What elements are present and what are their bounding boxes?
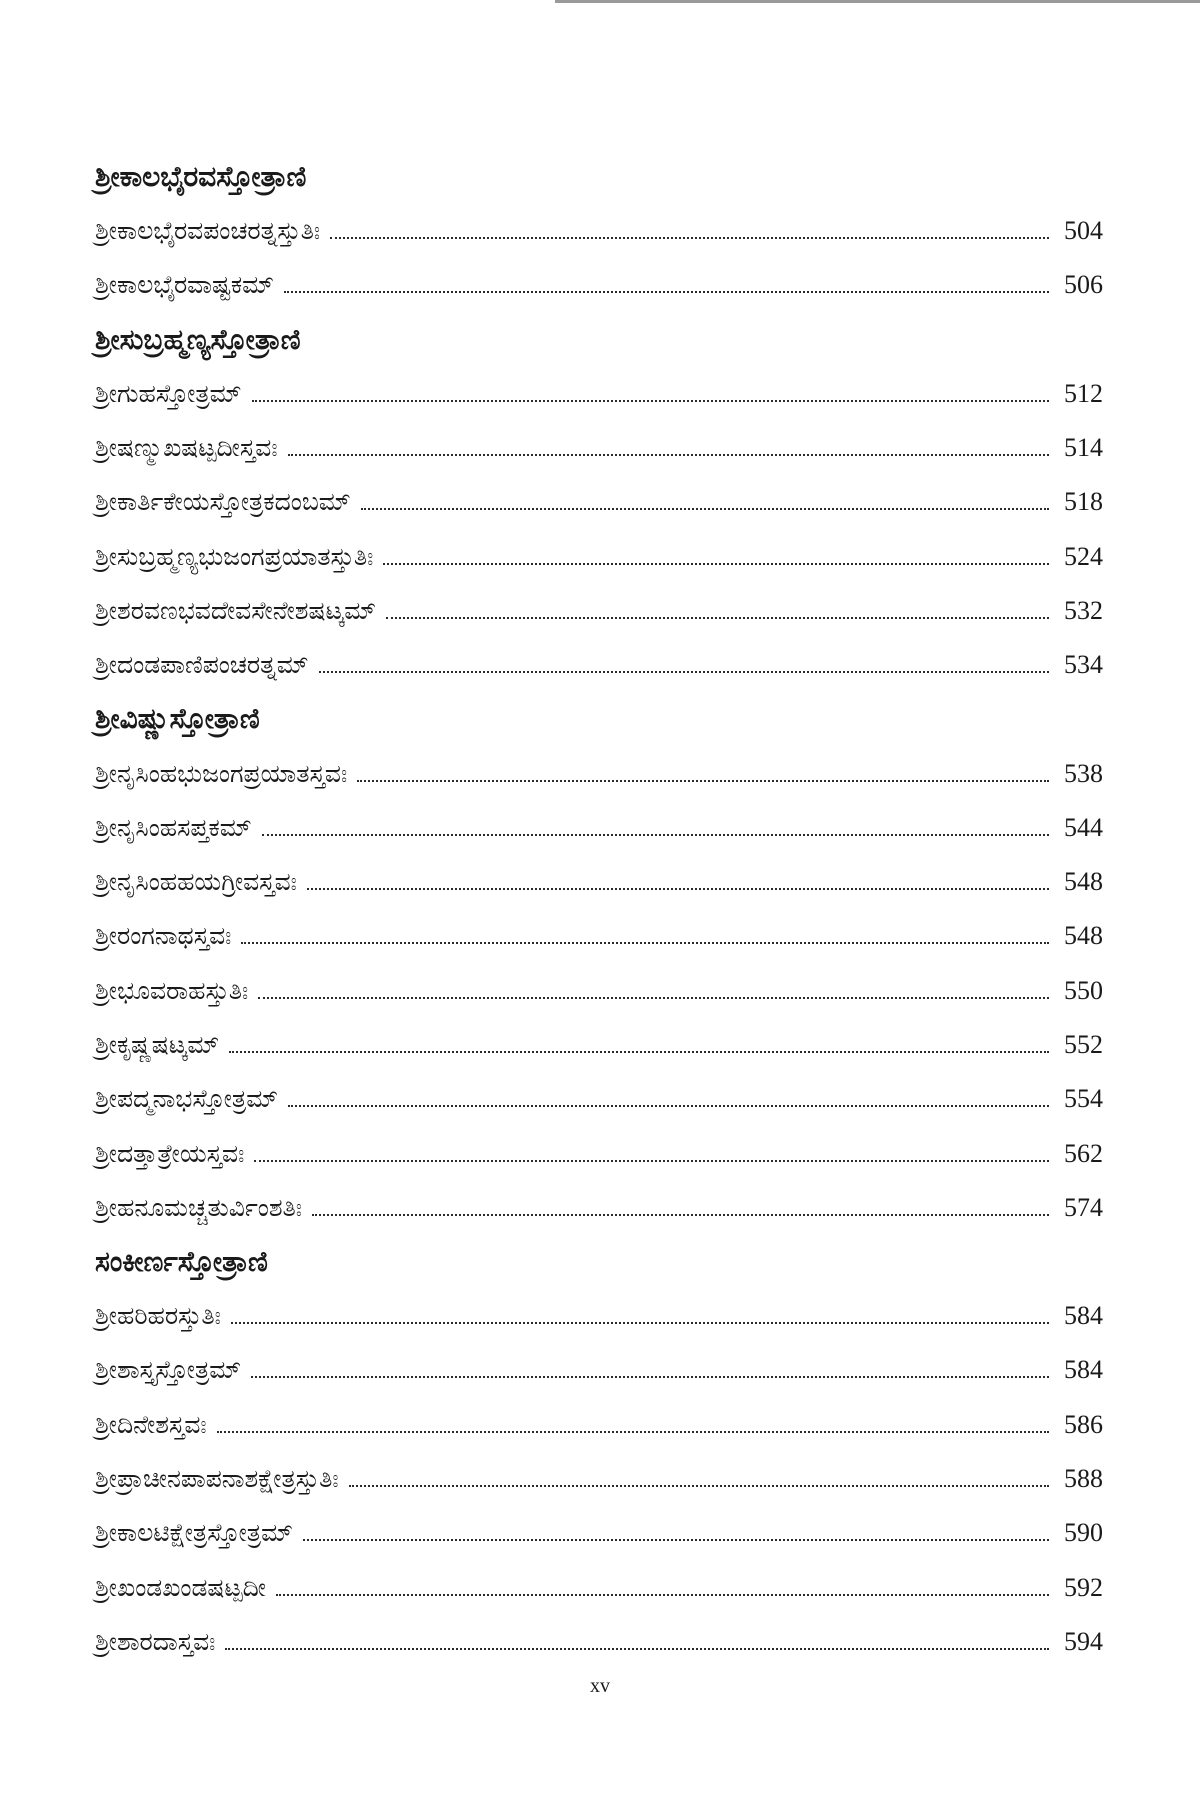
entry-title: ಶ್ರೀನೃಸಿಂಹಭುಜಂಗಪ್ರಯಾತಸ್ತವಃ <box>95 758 348 788</box>
dot-leader <box>231 1322 1049 1324</box>
dot-leader <box>241 942 1049 944</box>
section-heading: ಶ್ರೀಕಾಲಭೈರವಸ್ತೋತ್ರಾಣಿ <box>95 160 307 193</box>
page-number: 588 <box>1064 1464 1103 1494</box>
entry-title: ಶ್ರೀಭೂವರಾಹಸ್ತುತಿಃ <box>95 975 249 1005</box>
entry-title: ಶ್ರೀಖಂಡಖಂಡಷಟ್ಪದೀ <box>95 1572 267 1602</box>
entry-title: ಶ್ರೀದತ್ತಾತ್ರೇಯಸ್ತವಃ <box>95 1138 245 1168</box>
page-number: 514 <box>1064 433 1103 463</box>
dot-leader <box>284 291 1049 293</box>
toc-entry[interactable] <box>95 638 1103 692</box>
dot-leader <box>258 997 1049 999</box>
toc-entry[interactable] <box>95 258 1103 312</box>
page-number: 592 <box>1064 1572 1103 1602</box>
entry-title: ಶ್ರೀಷಣ್ಮುಖಷಟ್ಪದೀಸ್ತವಃ <box>95 433 278 463</box>
page-number: 562 <box>1064 1138 1103 1168</box>
page-number: 532 <box>1064 595 1103 625</box>
toc-entry[interactable] <box>95 1289 1103 1343</box>
toc-entry[interactable] <box>95 746 1103 800</box>
dot-leader <box>276 1594 1049 1596</box>
page-number: 594 <box>1064 1626 1103 1656</box>
toc-entry[interactable] <box>95 1398 1103 1452</box>
page-number: 550 <box>1064 975 1103 1005</box>
page-number: 534 <box>1064 650 1103 680</box>
entry-title: ಶ್ರೀಪ್ರಾಚೀನಪಾಪನಾಶಕ್ಷೇತ್ರಸ್ತುತಿಃ <box>95 1464 339 1494</box>
dot-leader <box>349 1485 1049 1487</box>
entry-title: ಶ್ರೀರಂಗನಾಥಸ್ತವಃ <box>95 921 232 951</box>
dot-leader <box>386 617 1049 619</box>
toc-entry[interactable] <box>95 1181 1103 1235</box>
section-heading: ಸಂಕೀರ್ಣಸ್ತೋತ್ರಾಣಿ <box>95 1245 268 1279</box>
toc-entry[interactable] <box>95 584 1103 638</box>
toc-entry[interactable] <box>95 1343 1103 1397</box>
entry-title: ಶ್ರೀಶಾರದಾಸ್ತವಃ <box>95 1626 216 1656</box>
entry-title: ಶ್ರೀಕಾಲಭೈರವಾಷ್ಟಕಮ್ <box>95 270 274 300</box>
toc-entry[interactable] <box>95 367 1103 421</box>
entry-title: ಶ್ರೀಸುಬ್ರಹ್ಮಣ್ಯಭುಜಂಗಪ್ರಯಾತಸ್ತುತಿಃ <box>95 541 374 571</box>
toc-entry[interactable] <box>95 855 1103 909</box>
toc-entry[interactable] <box>95 1561 1103 1615</box>
table-of-contents <box>95 150 1103 1669</box>
page-number: 590 <box>1064 1518 1103 1548</box>
toc-entry[interactable] <box>95 1452 1103 1506</box>
dot-leader <box>229 1051 1049 1053</box>
toc-entry[interactable] <box>95 964 1103 1018</box>
page-number: 552 <box>1064 1030 1103 1059</box>
entry-title: ಶ್ರೀಶಾಸ್ತೃಸ್ತೋತ್ರಮ್ <box>95 1355 242 1385</box>
entry-title: ಶ್ರೀನೃಸಿಂಹಹಯಗ್ರೀವಸ್ತವಃ <box>95 867 297 897</box>
page-folio: xv <box>590 1675 610 1697</box>
entry-title: ಶ್ರೀಗುಹಸ್ತೋತ್ರಮ್ <box>95 378 242 408</box>
page-number: 524 <box>1064 541 1103 571</box>
dot-leader <box>303 1539 1049 1541</box>
page-number: 584 <box>1064 1301 1103 1331</box>
entry-title: ಶ್ರೀಪದ್ಮನಾಭಸ್ತೋತ್ರಮ್ <box>95 1084 279 1114</box>
toc-entry[interactable] <box>95 475 1103 529</box>
entry-title: ಶ್ರೀಕೃಷ್ಣಷಟ್ಕಮ್ <box>95 1030 220 1059</box>
toc-entry[interactable] <box>95 801 1103 855</box>
dot-leader <box>217 1431 1049 1433</box>
section-heading: ಶ್ರೀಸುಬ್ರಹ್ಮಣ್ಯಸ್ತೋತ್ರಾಣಿ <box>95 322 301 356</box>
page-number: 518 <box>1064 487 1103 517</box>
dot-leader <box>262 834 1049 836</box>
entry-title: ಶ್ರೀಕಾರ್ತಿಕೇಯಸ್ತೋತ್ರಕದಂಬಮ್ <box>95 487 351 517</box>
dot-leader <box>288 1105 1049 1107</box>
entry-title: ಶ್ರೀನೃಸಿಂಹಸಪ್ತಕಮ್ <box>95 812 252 842</box>
section-heading: ಶ್ರೀವಿಷ್ಣುಸ್ತೋತ್ರಾಣಿ <box>95 702 260 736</box>
page-number: 548 <box>1064 921 1103 951</box>
toc-entry[interactable] <box>95 1506 1103 1560</box>
dot-leader <box>361 508 1049 510</box>
page-number: 574 <box>1064 1192 1103 1222</box>
toc-entry[interactable] <box>95 204 1103 258</box>
dot-leader <box>254 1160 1049 1162</box>
toc-entry[interactable] <box>95 1126 1103 1180</box>
dot-leader <box>312 1214 1049 1216</box>
page-number: 586 <box>1064 1409 1103 1439</box>
toc-entry[interactable] <box>95 909 1103 963</box>
page-number: 548 <box>1064 867 1103 897</box>
toc-entry[interactable] <box>95 421 1103 475</box>
dot-leader <box>251 1376 1049 1378</box>
entry-title: ಶ್ರೀದಂಡಪಾಣಿಪಂಚರತ್ನಮ್ <box>95 650 309 680</box>
dot-leader <box>319 671 1049 673</box>
entry-title: ಶ್ರೀಕಾಲಟಿಕ್ಷೇತ್ರಸ್ತೋತ್ರಮ್ <box>95 1518 293 1548</box>
page-number: 512 <box>1064 378 1103 408</box>
dot-leader <box>288 454 1049 456</box>
toc-entry[interactable] <box>95 529 1103 583</box>
dot-leader <box>252 400 1049 402</box>
top-edge-rule <box>555 0 1200 3</box>
toc-entry[interactable] <box>95 1072 1103 1126</box>
page-number: 538 <box>1064 758 1103 788</box>
dot-leader <box>357 780 1049 782</box>
dot-leader <box>307 888 1049 890</box>
dot-leader <box>330 237 1049 239</box>
entry-title: ಶ್ರೀದಿನೇಶಸ್ತವಃ <box>95 1409 207 1439</box>
entry-title: ಶ್ರೀಕಾಲಭೈರವಪಂಚರತ್ನಸ್ತುತಿಃ <box>95 216 321 246</box>
dot-leader <box>225 1648 1049 1650</box>
page-number: 544 <box>1064 812 1103 842</box>
dot-leader <box>383 563 1049 565</box>
toc-entry[interactable] <box>95 1615 1103 1669</box>
entry-title: ಶ್ರೀಶರವಣಭವದೇವಸೇನೇಶಷಟ್ಕಮ್ <box>95 595 377 625</box>
page-number: 554 <box>1064 1084 1103 1114</box>
page-number: 506 <box>1064 270 1103 300</box>
entry-title: ಶ್ರೀಹನೂಮಚ್ಚತುರ್ವಿಂಶತಿಃ <box>95 1192 303 1222</box>
page-number: 584 <box>1064 1355 1103 1385</box>
page-number: 504 <box>1064 216 1103 246</box>
toc-entry[interactable] <box>95 1018 1103 1072</box>
entry-title: ಶ್ರೀಹರಿಹರಸ್ತುತಿಃ <box>95 1301 221 1331</box>
